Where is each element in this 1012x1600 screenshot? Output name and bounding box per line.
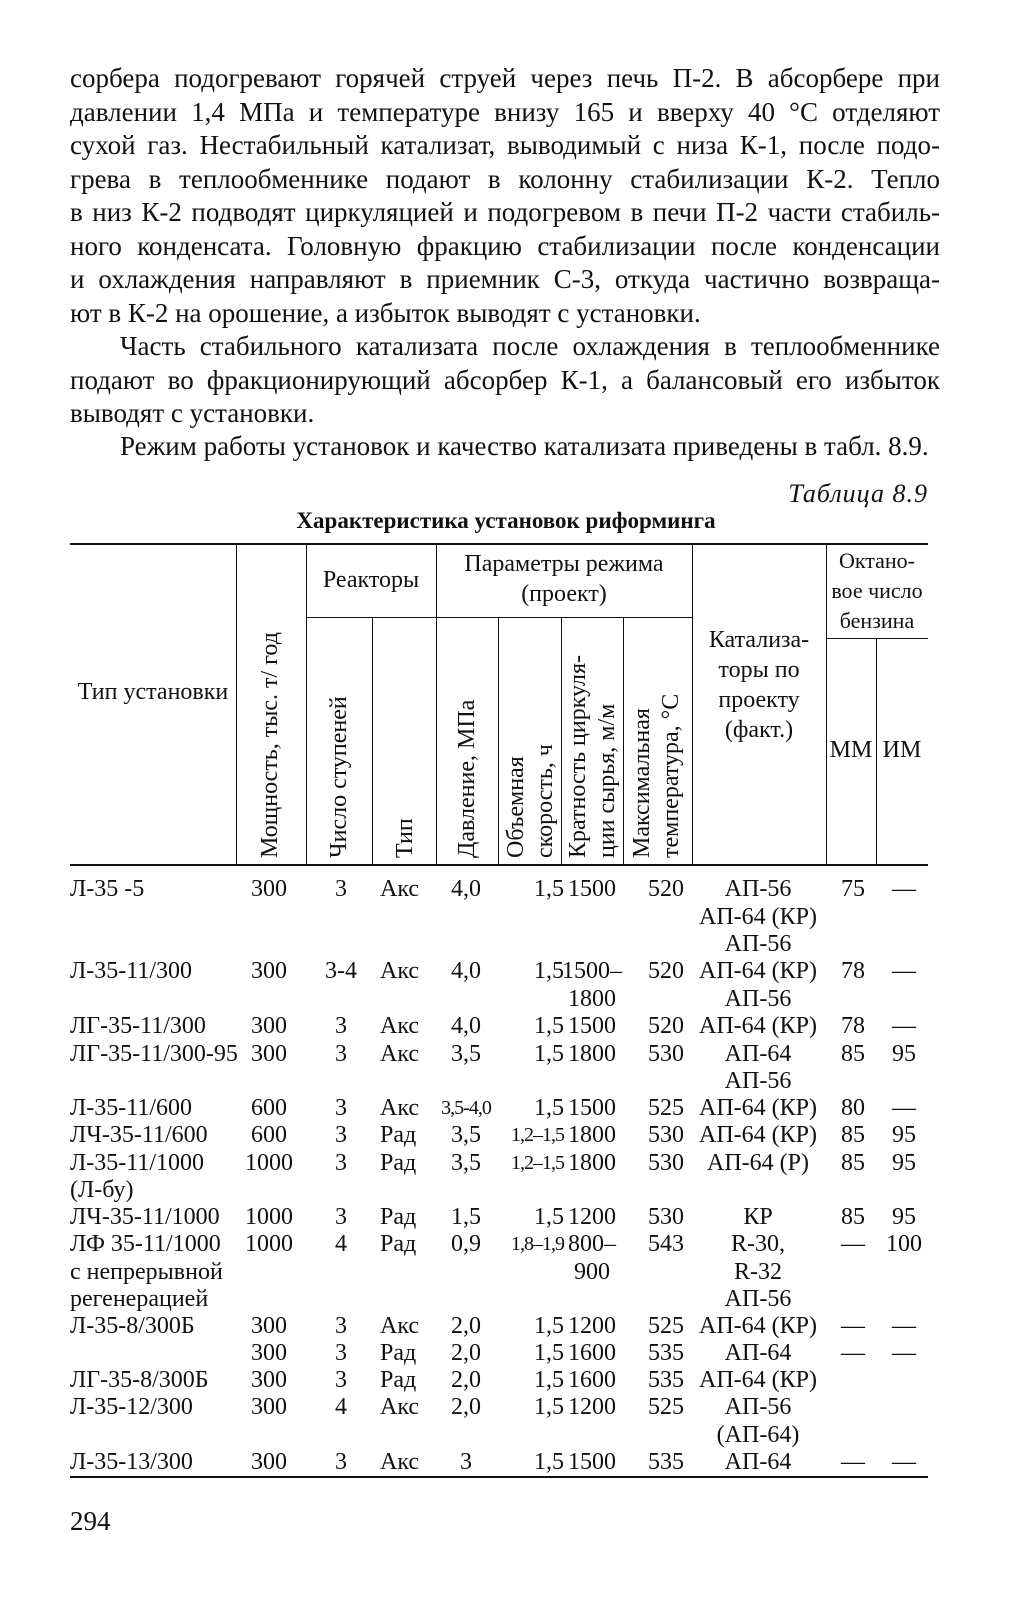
row-octane-mm: 85 xyxy=(841,1122,865,1148)
row-name: Л-35-8/300Б xyxy=(70,1313,195,1339)
row-stages: 3 xyxy=(335,1041,347,1067)
header-type: Тип установки xyxy=(77,679,229,705)
row-reactor-type: Рад xyxy=(380,1150,417,1176)
header-octane: Октано- вое число бензина xyxy=(831,548,923,633)
row-circulation: 1500– xyxy=(562,958,622,984)
col-divider xyxy=(498,617,499,864)
row-max-temp: 543 xyxy=(648,1231,684,1257)
row-max-temp: 525 xyxy=(648,1394,684,1420)
row-space-velocity: 1,5 xyxy=(534,1367,564,1393)
row-reactor-type: Рад xyxy=(380,1231,417,1257)
row-pressure: 1,5 xyxy=(451,1204,481,1230)
header-pressure: Давление, МПа xyxy=(454,699,480,858)
row-capacity: 300 xyxy=(251,1340,287,1366)
row-name: регенерацией xyxy=(70,1286,209,1312)
header-capacity: Мощность, тыс. т/ год xyxy=(257,632,283,858)
row-space-velocity: 1,5 xyxy=(534,1095,564,1121)
row-capacity: 300 xyxy=(251,1313,287,1339)
row-stages: 3 xyxy=(335,1013,347,1039)
text-line: ного конденсата. Головную фракцию стабилизации после конденсации xyxy=(70,230,940,261)
row-name: Л-35-11/600 xyxy=(70,1095,193,1121)
table-title: Характеристика установок риформинга xyxy=(296,508,716,533)
row-catalyst: АП-64 (КР) xyxy=(699,958,817,984)
text-line: сухой газ. Нестабильный катализат, выводимый с низа К-1, после подо- xyxy=(70,130,940,160)
row-space-velocity: 1,5 xyxy=(534,1041,564,1067)
row-max-temp: 530 xyxy=(648,1204,684,1230)
row-reactor-type: Акс xyxy=(380,876,420,902)
row-octane-im: — xyxy=(892,1095,916,1121)
row-space-velocity: 1,2–1,5 xyxy=(511,1152,564,1174)
header-mm: ММ xyxy=(829,737,873,763)
row-octane-im: — xyxy=(892,1313,916,1339)
text-line: в низ К-2 подводят циркуляцией и подогревом в печи П-2 части стабиль- xyxy=(70,197,940,227)
row-pressure: 3,5 xyxy=(451,1122,481,1148)
row-circulation: 1200 xyxy=(568,1204,616,1230)
row-max-temp: 530 xyxy=(648,1041,684,1067)
row-octane-im: 95 xyxy=(892,1204,916,1230)
row-catalyst: АП-56 xyxy=(724,1286,792,1312)
row-octane-mm: — xyxy=(841,1449,865,1475)
header-catalysts: Катализа- торы по проекту (факт.) xyxy=(708,627,810,743)
row-capacity: 300 xyxy=(251,1041,287,1067)
page-number: 294 xyxy=(70,1506,111,1536)
row-capacity: 1000 xyxy=(245,1204,293,1230)
row-name: (Л-бу) xyxy=(70,1177,134,1203)
text-line: ют в К-2 на орошение, а избыток выводят с установки. xyxy=(70,297,701,328)
row-stages: 3 xyxy=(335,1367,347,1393)
paragraph-1 xyxy=(70,62,940,330)
row-capacity: 600 xyxy=(251,1095,287,1121)
row-octane-mm: — xyxy=(841,1313,865,1339)
header-stages: Число ступеней xyxy=(326,696,352,858)
row-catalyst: АП-64 (КР) xyxy=(699,1122,817,1148)
row-pressure: 4,0 xyxy=(451,958,481,984)
row-reactor-type: Рад xyxy=(380,1367,417,1393)
row-max-temp: 530 xyxy=(648,1150,684,1176)
row-circulation: 1200 xyxy=(568,1394,616,1420)
row-space-velocity: 1,5 xyxy=(534,1340,564,1366)
row-catalyst: R-30, xyxy=(731,1231,785,1257)
header-max-temp-1: Максимальная xyxy=(629,708,655,858)
row-name: ЛЧ-35-11/1000 xyxy=(70,1204,220,1230)
row-octane-im: 95 xyxy=(892,1150,916,1176)
row-octane-mm: 75 xyxy=(841,876,865,902)
row-pressure: 4,0 xyxy=(451,1013,481,1039)
header-im: ИМ xyxy=(882,737,922,763)
row-reactor-type: Акс xyxy=(380,1095,420,1121)
text-line: Режим работы установок и качество катализата приведены в табл. 8.9. xyxy=(120,431,929,461)
row-octane-im: — xyxy=(892,1340,916,1366)
table-caption: Таблица 8.9 xyxy=(788,479,928,508)
row-stages: 4 xyxy=(335,1394,347,1420)
row-octane-im: — xyxy=(892,876,916,902)
row-catalyst: АП-64 (КР) xyxy=(699,1095,817,1121)
row-space-velocity: 1,5 xyxy=(534,958,564,984)
row-catalyst: АП-64 (Р) xyxy=(707,1150,809,1176)
table-bottom-rule xyxy=(70,1476,928,1478)
row-capacity: 600 xyxy=(251,1122,287,1148)
row-reactor-type: Акс xyxy=(380,1013,420,1039)
row-stages: 3 xyxy=(335,1340,347,1366)
row-name: ЛГ-35-8/300Б xyxy=(70,1367,209,1393)
header-bottom-rule xyxy=(70,864,928,866)
header-params-1: Параметры режима xyxy=(464,551,664,577)
text-line: выводят с установки. xyxy=(70,398,315,428)
row-reactor-type: Акс xyxy=(380,958,420,984)
row-circulation: 1500 xyxy=(568,1013,616,1039)
row-capacity: 300 xyxy=(251,1394,287,1420)
row-reactor-type: Акс xyxy=(380,1313,420,1339)
text-line: подают во фракционирующий абсорбер К-1, а балансовый его избыток xyxy=(70,364,940,395)
header-circulation-1: Кратность циркуля- xyxy=(565,654,591,858)
row-max-temp: 520 xyxy=(648,876,684,902)
row-catalyst: АП-56 xyxy=(724,876,792,902)
row-circulation: 1600 xyxy=(568,1367,616,1393)
row-octane-mm: 78 xyxy=(841,958,865,984)
row-capacity: 300 xyxy=(251,1013,287,1039)
row-reactor-type: Акс xyxy=(380,1041,420,1067)
header-params-2: (проект) xyxy=(521,581,607,607)
row-max-temp: 525 xyxy=(648,1095,684,1121)
octane-divider xyxy=(826,638,928,639)
row-pressure: 3 xyxy=(460,1449,472,1475)
row-circulation: 1800 xyxy=(568,1150,616,1176)
row-name: ЛФ 35-11/1000 xyxy=(70,1231,221,1257)
row-reactor-type: Рад xyxy=(380,1204,417,1230)
row-pressure: 4,0 xyxy=(451,876,481,902)
text-line: давлении 1,4 МПа и температуре внизу 165 и вверху 40 °С отделяют xyxy=(70,96,940,127)
params-divider xyxy=(436,617,692,618)
row-capacity: 300 xyxy=(251,1449,287,1475)
row-octane-mm: 85 xyxy=(841,1041,865,1067)
row-circulation: 800– xyxy=(568,1231,616,1257)
row-stages: 3 xyxy=(335,1313,347,1339)
row-catalyst: (АП-64) xyxy=(716,1422,800,1448)
row-capacity: 1000 xyxy=(245,1150,293,1176)
row-octane-mm: 85 xyxy=(841,1150,865,1176)
row-capacity: 300 xyxy=(251,1367,287,1393)
row-name: Л-35 -5 xyxy=(70,876,145,902)
row-circulation: 1800 xyxy=(568,1122,616,1148)
row-stages: 3-4 xyxy=(325,958,357,984)
row-octane-im: 95 xyxy=(892,1041,916,1067)
header-space-velocity-1: Объемная xyxy=(503,756,529,858)
reactors-divider xyxy=(306,617,436,618)
row-space-velocity: 1,5 xyxy=(534,1449,564,1475)
row-capacity: 300 xyxy=(251,958,287,984)
row-space-velocity: 1,8–1,9 xyxy=(511,1233,564,1255)
row-catalyst: АП-64 (КР) xyxy=(699,904,817,930)
row-max-temp: 535 xyxy=(648,1367,684,1393)
row-name: Л-35-11/1000 xyxy=(70,1150,205,1176)
header-circulation-2: ции сырья, м/м xyxy=(594,703,620,858)
col-divider xyxy=(561,617,562,864)
row-catalyst: R-32 xyxy=(734,1259,782,1285)
header-space-velocity-2: скорость, ч xyxy=(532,744,558,858)
row-octane-mm: 78 xyxy=(841,1013,865,1039)
row-circulation: 1800 xyxy=(568,986,616,1012)
row-space-velocity: 1,5 xyxy=(534,1013,564,1039)
row-catalyst: АП-64 (КР) xyxy=(699,1313,817,1339)
text-line: Часть стабильного катализата после охлаждения в теплообменнике xyxy=(120,331,940,361)
col-divider xyxy=(236,543,237,864)
row-pressure: 2,0 xyxy=(451,1367,481,1393)
row-octane-mm: 80 xyxy=(841,1095,865,1121)
row-pressure: 3,5 xyxy=(451,1150,481,1176)
row-octane-im: — xyxy=(892,958,916,984)
row-pressure: 2,0 xyxy=(451,1313,481,1339)
row-name: с непрерывной xyxy=(70,1259,223,1285)
row-reactor-type: Акс xyxy=(380,1449,420,1475)
row-name: ЛЧ-35-11/600 xyxy=(70,1122,208,1148)
row-space-velocity: 1,5 xyxy=(534,876,564,902)
row-stages: 4 xyxy=(335,1231,347,1257)
row-catalyst: АП-64 xyxy=(724,1041,792,1067)
row-stages: 3 xyxy=(335,1122,347,1148)
row-octane-im: 100 xyxy=(886,1231,922,1257)
row-circulation: 900 xyxy=(574,1259,610,1285)
row-circulation: 1500 xyxy=(568,1095,616,1121)
row-pressure: 0,9 xyxy=(451,1231,481,1257)
header-reactor-type: Тип xyxy=(392,818,418,858)
row-circulation: 1600 xyxy=(568,1340,616,1366)
row-catalyst: АП-56 xyxy=(724,1394,792,1420)
row-name: Л-35-12/300 xyxy=(70,1394,193,1420)
row-max-temp: 530 xyxy=(648,1122,684,1148)
text-line: грева в теплообменнике подают в колонну стабилизации К-2. Тепло xyxy=(70,163,940,194)
paragraph-2 xyxy=(70,330,940,431)
col-divider xyxy=(692,543,693,864)
row-space-velocity: 1,5 xyxy=(534,1313,564,1339)
row-catalyst: АП-64 (КР) xyxy=(699,1013,817,1039)
row-pressure: 2,0 xyxy=(451,1340,481,1366)
row-octane-mm: — xyxy=(841,1231,865,1257)
row-space-velocity: 1,5 xyxy=(534,1204,564,1230)
row-reactor-type: Рад xyxy=(380,1122,417,1148)
header-max-temp-2: температура, °С xyxy=(658,693,684,858)
row-max-temp: 525 xyxy=(648,1313,684,1339)
text-line: сорбера подогревают горячей струей через печь П-2. В абсорбере при xyxy=(70,63,940,93)
row-catalyst: АП-56 xyxy=(724,1068,792,1094)
row-max-temp: 520 xyxy=(648,958,684,984)
row-name: ЛГ-35-11/300-95 xyxy=(70,1041,238,1067)
row-name: ЛГ-35-11/300 xyxy=(70,1013,206,1039)
row-max-temp: 520 xyxy=(648,1013,684,1039)
row-octane-im: 95 xyxy=(892,1122,916,1148)
row-catalyst: АП-64 xyxy=(724,1449,792,1475)
row-capacity: 1000 xyxy=(245,1231,293,1257)
row-octane-mm: — xyxy=(841,1340,865,1366)
row-pressure: 3,5-4,0 xyxy=(441,1097,491,1119)
header-reactors: Реакторы xyxy=(322,567,420,593)
row-stages: 3 xyxy=(335,1449,347,1475)
row-circulation: 1500 xyxy=(568,1449,616,1475)
row-max-temp: 535 xyxy=(648,1340,684,1366)
row-stages: 3 xyxy=(335,1095,347,1121)
row-circulation: 1800 xyxy=(568,1041,616,1067)
row-stages: 3 xyxy=(335,876,347,902)
row-circulation: 1500 xyxy=(568,876,616,902)
row-reactor-type: Рад xyxy=(380,1340,417,1366)
paragraph-3 xyxy=(70,430,940,464)
row-name: Л-35-13/300 xyxy=(70,1449,193,1475)
row-stages: 3 xyxy=(335,1204,347,1230)
row-capacity: 300 xyxy=(251,876,287,902)
table-top-rule xyxy=(70,543,928,545)
row-circulation: 1200 xyxy=(568,1313,616,1339)
text-line: и охлаждения направляют в приемник С-3, откуда частично возвраща- xyxy=(70,264,940,294)
row-catalyst: АП-56 xyxy=(724,931,792,957)
row-catalyst: КР xyxy=(743,1204,773,1230)
row-stages: 3 xyxy=(335,1150,347,1176)
col-divider xyxy=(623,617,624,864)
row-catalyst: АП-64 xyxy=(724,1340,792,1366)
row-octane-im: — xyxy=(892,1449,916,1475)
row-space-velocity: 1,2–1,5 xyxy=(511,1124,564,1146)
row-pressure: 3,5 xyxy=(451,1041,481,1067)
row-octane-im: — xyxy=(892,1013,916,1039)
col-divider xyxy=(372,617,373,864)
row-name: Л-35-11/300 xyxy=(70,958,193,984)
row-space-velocity: 1,5 xyxy=(534,1394,564,1420)
row-catalyst: АП-64 (КР) xyxy=(699,1367,817,1393)
row-pressure: 2,0 xyxy=(451,1394,481,1420)
row-catalyst: АП-56 xyxy=(724,986,792,1012)
row-reactor-type: Акс xyxy=(380,1394,420,1420)
row-octane-mm: 85 xyxy=(841,1204,865,1230)
row-max-temp: 535 xyxy=(648,1449,684,1475)
